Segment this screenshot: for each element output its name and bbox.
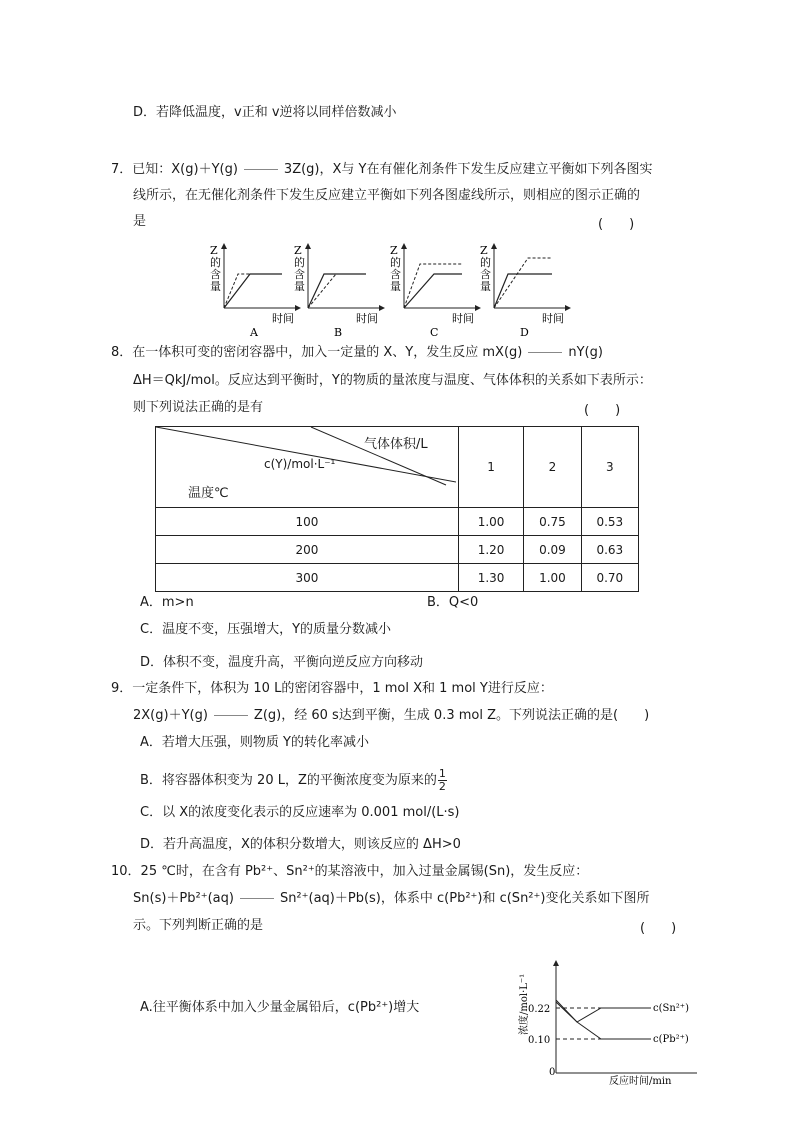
y-label-char: 量 bbox=[390, 280, 401, 293]
q10-stem-part2: Sn²⁺(aq)＋Pb(s)，体系中 c(Pb²⁺)和 c(Sn²⁺)变化关系如下图所 bbox=[279, 891, 650, 906]
y-label-char: 量 bbox=[480, 280, 491, 293]
q10-concentration-chart bbox=[505, 955, 705, 1087]
y-label-char: 量 bbox=[210, 280, 221, 293]
q10-stem-line2 bbox=[133, 890, 649, 908]
solid-curve bbox=[494, 274, 552, 308]
origin-label: 0 bbox=[549, 1067, 556, 1078]
table-row bbox=[156, 508, 639, 536]
dashed-curve bbox=[494, 258, 552, 308]
solid-curve bbox=[224, 274, 282, 308]
one-half-fraction: $\frac{1}{2}$ bbox=[438, 767, 446, 793]
y-label-char: Z bbox=[480, 244, 488, 257]
graph-D bbox=[480, 244, 568, 339]
value-cell: 0.09 bbox=[524, 536, 581, 564]
q8-option-b: B．Q<0 bbox=[427, 595, 479, 610]
q8-stem-part2: nY(g) bbox=[568, 345, 603, 360]
q9-option-d: D．若升高温度，X的体积分数增大，则该反应的 ΔH>0 bbox=[140, 837, 461, 852]
q10-stem-line3: 示。下列判断正确的是 bbox=[133, 918, 264, 933]
col-header-2: 2 bbox=[524, 427, 581, 508]
x-axis-label: 时间 bbox=[452, 312, 474, 325]
q9-stem-line2 bbox=[133, 707, 649, 725]
q8-stem-line3: 则下列说法正确的是有 bbox=[133, 400, 264, 415]
equilibrium-arrow-icon bbox=[214, 712, 248, 720]
temp-cell: 300 bbox=[156, 564, 459, 592]
y-label-char: 含 bbox=[294, 268, 305, 281]
dashed-curve bbox=[404, 264, 462, 308]
temp-cell: 100 bbox=[156, 508, 459, 536]
equilibrium-arrow-icon bbox=[244, 166, 278, 174]
value-cell: 1.00 bbox=[458, 508, 523, 536]
q10-stem-part1: Sn(s)＋Pb²⁺(aq) bbox=[133, 891, 234, 906]
q8-answer-paren: ( ) bbox=[584, 403, 621, 418]
q10-answer-paren: ( ) bbox=[640, 921, 677, 936]
q10-stem-line1: 10．25 ℃时，在含有 Pb²⁺、Sn²⁺的某溶液中，加入过量金属锡(Sn)，发生反应： bbox=[111, 864, 589, 879]
y-label-char: Z bbox=[294, 244, 302, 257]
equilibrium-arrow-icon bbox=[240, 895, 274, 903]
q7-stem-part1: 7．已知：X(g)＋Y(g) bbox=[111, 162, 238, 177]
q9-stem-part2: Z(g)，经 60 s达到平衡，生成 0.3 mol Z。下列说法正确的是( ) bbox=[253, 708, 650, 723]
q8-stem-line2: ΔH＝QkJ/mol。反应达到平衡时，Y的物质的量浓度与温度、气体体积的关系如下表所示： bbox=[133, 373, 652, 388]
q8-option-c: C．温度不变，压强增大，Y的质量分数减小 bbox=[140, 622, 392, 637]
q8-data-table bbox=[155, 426, 639, 592]
graph-letter: D bbox=[520, 326, 529, 339]
x-axis-label: 时间 bbox=[542, 312, 564, 325]
y-label-char: 的 bbox=[294, 256, 305, 269]
tick-0.22: 0.22 bbox=[528, 1004, 551, 1015]
col-header-3: 3 bbox=[581, 427, 638, 508]
q9-option-b-text: B．将容器体积变为 20 L，Z的平衡浓度变为原来的 bbox=[140, 773, 437, 788]
y-label-char: 量 bbox=[294, 280, 305, 293]
tick-0.10: 0.10 bbox=[528, 1035, 551, 1046]
value-cell: 0.53 bbox=[581, 508, 638, 536]
y-label-char: 的 bbox=[390, 256, 401, 269]
solid-curve bbox=[404, 274, 462, 308]
graph-letter: A bbox=[250, 326, 258, 339]
q9-option-c: C．以 X的浓度变化表示的反应速率为 0.001 mol/(L·s) bbox=[140, 805, 460, 820]
q9-option-b bbox=[140, 768, 447, 793]
value-cell: 0.75 bbox=[524, 508, 581, 536]
table-row bbox=[156, 536, 639, 564]
q8-stem-line1 bbox=[111, 344, 603, 362]
q7-stem-line1 bbox=[111, 161, 652, 179]
value-cell: 0.70 bbox=[581, 564, 638, 592]
sn2-label: c(Sn²⁺) bbox=[653, 1003, 689, 1014]
y-label-char: Z bbox=[390, 244, 398, 257]
q10-option-a: A.往平衡体系中加入少量金属铅后，c(Pb²⁺)增大 bbox=[140, 1000, 420, 1015]
graph-letter: C bbox=[430, 326, 439, 339]
y-label-char: 含 bbox=[390, 268, 401, 281]
graph-letter: B bbox=[334, 326, 343, 339]
q7-answer-paren: ( ) bbox=[598, 217, 635, 232]
graph-B bbox=[294, 244, 382, 339]
q8-stem-part1: 8．在一体积可变的密闭容器中，加入一定量的 X、Y，发生反应 mX(g) bbox=[111, 345, 523, 360]
q6-option-d: D．若降低温度，v正和 v逆将以同样倍数减小 bbox=[133, 105, 397, 120]
value-cell: 0.63 bbox=[581, 536, 638, 564]
q7-stem-line2: 线所示，在无催化剂条件下发生反应建立平衡如下列各图虚线所示，则相应的图示正确的 bbox=[133, 188, 641, 203]
hdr-volume: 气体体积/L bbox=[364, 437, 428, 452]
y-label-char: Z bbox=[210, 244, 218, 257]
y-axis-label: 浓度/mol·L⁻¹ bbox=[519, 973, 530, 1035]
q8-option-a: A．m>n bbox=[140, 595, 194, 610]
q7-graphs bbox=[200, 240, 590, 340]
pb2-label: c(Pb²⁺) bbox=[653, 1034, 689, 1045]
col-header-1: 1 bbox=[458, 427, 523, 508]
q9-option-a: A．若增大压强，则物质 Y的转化率减小 bbox=[140, 735, 369, 750]
value-cell: 1.20 bbox=[458, 536, 523, 564]
q8-option-d: D．体积不变，温度升高，平衡向逆反应方向移动 bbox=[140, 655, 424, 670]
y-label-char: 的 bbox=[210, 256, 221, 269]
sn2-curve bbox=[556, 1000, 651, 1022]
value-cell: 1.00 bbox=[524, 564, 581, 592]
temp-cell: 200 bbox=[156, 536, 459, 564]
y-label-char: 含 bbox=[480, 268, 491, 281]
solid-curve bbox=[308, 274, 366, 308]
y-label-char: 的 bbox=[480, 256, 491, 269]
equilibrium-arrow-icon bbox=[528, 349, 562, 357]
q9-stem-part1: 2X(g)＋Y(g) bbox=[133, 708, 208, 723]
hdr-conc: c(Y)/mol·L⁻¹ bbox=[264, 457, 336, 471]
graph-A bbox=[210, 244, 298, 339]
table-diagonal-header bbox=[156, 427, 459, 508]
graph-C bbox=[390, 244, 478, 339]
y-label-char: 含 bbox=[210, 268, 221, 281]
x-axis-label: 反应时间/min bbox=[609, 1076, 672, 1087]
table-row bbox=[156, 564, 639, 592]
q9-stem-line1: 9．一定条件下，体积为 10 L的密闭容器中，1 mol X和 1 mol Y进行反应： bbox=[111, 681, 553, 696]
hdr-temp: 温度℃ bbox=[188, 486, 229, 501]
x-axis-label: 时间 bbox=[272, 312, 294, 325]
q7-stem-line3: 是 bbox=[133, 214, 147, 229]
x-axis-label: 时间 bbox=[356, 312, 378, 325]
value-cell: 1.30 bbox=[458, 564, 523, 592]
q7-stem-part2: 3Z(g)，X与 Y在有催化剂条件下发生反应建立平衡如下列各图实 bbox=[283, 162, 653, 177]
